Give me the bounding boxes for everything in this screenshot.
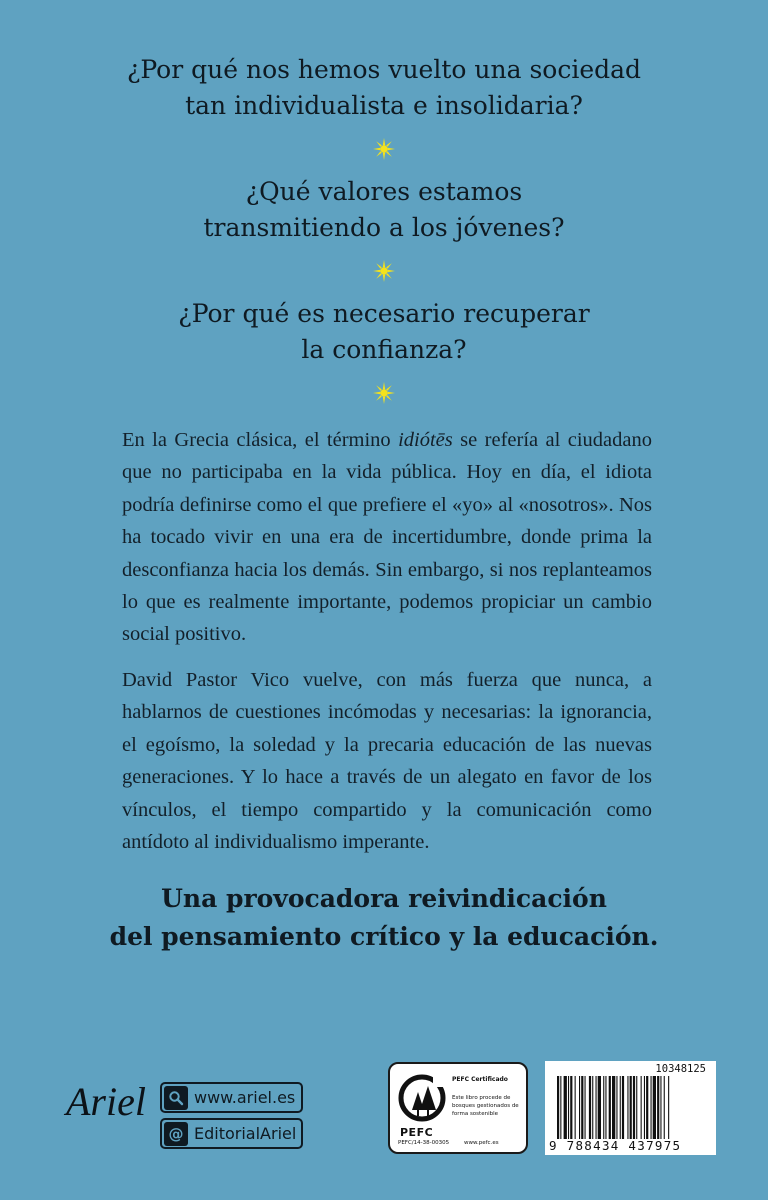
question-1-line-2: tan individualista e insolidaria? [185, 91, 583, 120]
synopsis-paragraph-2: David Pastor Vico vuelve, con más fuerza que nunca, a hablarnos de cuestiones incómodas y necesarias: la ignorancia, el egoísmo, la soledad y la precaria educación de las nuevas generaciones. Y lo hace a través de un alegato en favor de los vínculos, el tiempo compartido y la comunicación como antídoto al individualismo imperante. [122, 669, 652, 854]
barcode-bar [560, 1076, 561, 1139]
barcode-bar [598, 1076, 601, 1139]
barcode-bar [592, 1076, 593, 1139]
isbn-barcode [545, 1061, 716, 1155]
barcode-bar [653, 1076, 656, 1139]
barcode-bar [657, 1076, 659, 1139]
question-1-line-1: ¿Por qué nos hemos vuelto una sociedad [126, 55, 642, 84]
question-3-line-1: ¿Por qué es necesario recuperar [178, 299, 590, 328]
sun-star-icon [373, 382, 395, 404]
barcode-bar [575, 1076, 576, 1139]
barcode-bar [644, 1076, 645, 1139]
barcode-bar [646, 1076, 648, 1139]
separator-1 [0, 124, 768, 174]
at-sign-icon: @ [164, 1122, 188, 1146]
barcode-bar [568, 1076, 569, 1139]
pefc-url: www.pefc.es [464, 1140, 499, 1146]
social-link[interactable] [160, 1118, 303, 1149]
barcode-bar [633, 1076, 635, 1139]
barcode-bar [651, 1076, 652, 1139]
barcode-bar [585, 1076, 586, 1139]
barcode-bar [603, 1076, 604, 1139]
questions-block [0, 52, 768, 418]
website-url: www.ariel.es [194, 1088, 296, 1107]
social-handle: EditorialAriel [194, 1124, 297, 1143]
barcode-bar [636, 1076, 637, 1139]
question-3-line-2: la confianza? [301, 335, 467, 364]
pefc-description: Este libro procede de bosques gestionados de forma sostenible [452, 1095, 519, 1117]
question-2-line-1: ¿Qué valores estamos [245, 177, 523, 206]
barcode-bar [564, 1076, 567, 1139]
barcode-bar [620, 1076, 621, 1139]
tagline-line-2: del pensamiento crítico y la educación. [109, 922, 659, 951]
barcode-isbn-digits: 9 788434 437975 [549, 1138, 682, 1153]
tagline [0, 880, 768, 956]
website-link[interactable] [160, 1082, 303, 1113]
question-2 [0, 174, 768, 246]
pefc-code: PEFC/14-38-00305 [398, 1140, 450, 1146]
barcode-reference-number: 10348125 [655, 1063, 706, 1075]
synopsis-p1-end: se refería al ciudadano que no participaba en la vida pública. Hoy en día, el idiota podría definirse como el que prefiere el «yo» al «nosotros». Nos ha tocado vivir en una era de incertidumbre, donde prima la desconfianza hacia los demás. Sin embargo, si nos replanteamos lo que es realmente importante, podemos propiciar un cambio social positivo. [122, 429, 652, 646]
pefc-trees-logo-icon [398, 1074, 446, 1128]
barcode-bars [557, 1076, 707, 1139]
search-icon [164, 1086, 188, 1110]
question-3 [0, 296, 768, 368]
synopsis-paragraph-1 [122, 424, 652, 651]
separator-3 [0, 368, 768, 418]
barcode-bar [627, 1076, 628, 1139]
barcode-bar [557, 1076, 559, 1139]
sun-star-icon [373, 260, 395, 282]
barcode-bar [660, 1076, 661, 1139]
separator-2 [0, 246, 768, 296]
barcode-bar [609, 1076, 611, 1139]
barcode-bar [596, 1076, 597, 1139]
barcode-bar [630, 1076, 632, 1139]
barcode-bar [664, 1076, 665, 1139]
synopsis-term-idiotes: idiótēs [398, 429, 453, 451]
barcode-bar [612, 1076, 615, 1139]
pefc-wordmark: PEFC [400, 1126, 434, 1139]
barcode-bar [589, 1076, 591, 1139]
publisher-logo: Ariel [66, 1079, 146, 1124]
barcode-bar [668, 1076, 669, 1139]
synopsis-p1-start: En la Grecia clásica, el término [122, 429, 399, 451]
barcode-bar [616, 1076, 617, 1139]
tagline-line-1: Una provocadora reivindicación [161, 884, 607, 913]
barcode-bar [641, 1076, 642, 1139]
pefc-title: PEFC Certificado [452, 1076, 508, 1083]
question-1 [0, 52, 768, 124]
pefc-certification-badge [388, 1062, 528, 1154]
barcode-bar [622, 1076, 624, 1139]
barcode-bar [605, 1076, 606, 1139]
barcode-bar [579, 1076, 580, 1139]
barcode-bar [570, 1076, 572, 1139]
sun-star-icon [373, 138, 395, 160]
question-2-line-2: transmitiendo a los jóvenes? [203, 213, 565, 242]
barcode-bar [581, 1076, 583, 1139]
